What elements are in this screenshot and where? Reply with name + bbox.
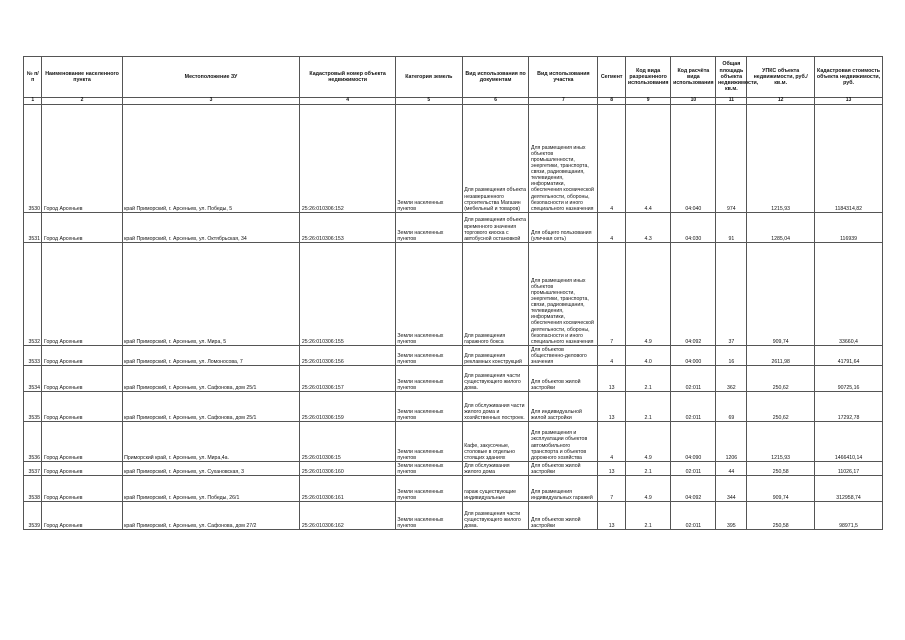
upks-cell: 909,74: [747, 475, 815, 501]
settlement-cell: Город Арсеньев: [42, 461, 122, 475]
plot-use-cell: Для объектов общественно-делового значения: [529, 345, 598, 365]
column-number: 12: [747, 98, 815, 105]
use-code-cell: 4.9: [626, 242, 671, 345]
area-cell: 44: [716, 461, 747, 475]
column-number: 8: [598, 98, 626, 105]
document-use-cell: Для размещения рекламных конструкций: [462, 345, 529, 365]
header-cell: Наименование населенного пункта: [42, 57, 122, 98]
header-cell: Сегмент: [598, 57, 626, 98]
row-number: 3537: [24, 461, 42, 475]
header-row: [24, 57, 883, 98]
document-use-cell: гараж существующие индивидуальные: [462, 475, 529, 501]
plot-use-cell: Для общего пользования (уличная сеть): [529, 212, 598, 242]
settlement-cell: Город Арсеньев: [42, 345, 122, 365]
cadastral-number-cell: 25:26:010306:153: [300, 212, 396, 242]
cadastral-table: [23, 56, 883, 530]
area-cell: 69: [716, 391, 747, 421]
calc-code-cell: 02:011: [671, 501, 716, 529]
area-cell: 16: [716, 345, 747, 365]
header-cell: Код вида разрешенного использования: [626, 57, 671, 98]
use-code-cell: 2.1: [626, 391, 671, 421]
header-cell: Вид использования по документам: [462, 57, 529, 98]
row-number: 3535: [24, 391, 42, 421]
calc-code-cell: 04:092: [671, 475, 716, 501]
settlement-cell: Город Арсеньев: [42, 421, 122, 461]
cadastral-value-cell: 17292,78: [815, 391, 883, 421]
table-row: [24, 345, 883, 365]
table-row: [24, 104, 883, 212]
column-number-row: [24, 98, 883, 105]
use-code-cell: 2.1: [626, 501, 671, 529]
cadastral-value-cell: 11026,17: [815, 461, 883, 475]
land-category-cell: Земли населенных пунктов: [395, 501, 462, 529]
land-category-cell: Земли населенных пунктов: [395, 475, 462, 501]
header-cell: Местоположение ЗУ: [122, 57, 300, 98]
cadastral-value-cell: 1184314,82: [815, 104, 883, 212]
land-category-cell: Земли населенных пунктов: [395, 104, 462, 212]
cadastral-value-cell: 116939: [815, 212, 883, 242]
settlement-cell: Город Арсеньев: [42, 365, 122, 391]
document-use-cell: Для обслуживания части жилого дома и хозяйственных построек.: [462, 391, 529, 421]
location-cell: край Приморский, г. Арсеньев, ул. Октябрьская, 34: [122, 212, 300, 242]
segment-cell: 4: [598, 421, 626, 461]
location-cell: край Приморский, г. Арсеньев, ул. Сафонова, дом 25/1: [122, 391, 300, 421]
column-number: 4: [300, 98, 396, 105]
segment-cell: 4: [598, 212, 626, 242]
settlement-cell: Город Арсеньев: [42, 242, 122, 345]
cadastral-value-cell: 312958,74: [815, 475, 883, 501]
row-number: 3539: [24, 501, 42, 529]
header-cell: Кадастровый номер объекта недвижимости: [300, 57, 396, 98]
location-cell: край Приморский, г. Арсеньев, ул. Ломоносова, 7: [122, 345, 300, 365]
area-cell: 91: [716, 212, 747, 242]
area-cell: 37: [716, 242, 747, 345]
cadastral-number-cell: 25:26:010306:155: [300, 242, 396, 345]
area-cell: 344: [716, 475, 747, 501]
plot-use-cell: Для индивидуальной жилой застройки: [529, 391, 598, 421]
column-number: 1: [24, 98, 42, 105]
header-cell: УПКС объекта недвижимости, руб./кв.м.: [747, 57, 815, 98]
document-use-cell: Для размещения объекта временного значения торгового киоска с автобусной остановкой: [462, 212, 529, 242]
settlement-cell: Город Арсеньев: [42, 475, 122, 501]
location-cell: край Приморский, г. Арсеньев, ул. Сафонова, дом 27/2: [122, 501, 300, 529]
plot-use-cell: Для размещения и эксплуатации объектов автомобильного транспорта и объектов дорожного хозяйства: [529, 421, 598, 461]
column-number: 6: [462, 98, 529, 105]
segment-cell: 13: [598, 501, 626, 529]
plot-use-cell: Для объектов жилой застройки: [529, 501, 598, 529]
cadastral-number-cell: 25:26:010306:157: [300, 365, 396, 391]
location-cell: край Приморский, г. Арсеньев, ул. Сафонова, дом 25/1: [122, 365, 300, 391]
header-cell: Кадастровая стоимость объекта недвижимости, руб.: [815, 57, 883, 98]
document-use-cell: Для размещения части существующего жилого дома.: [462, 365, 529, 391]
cadastral-number-cell: 25:26:010306:162: [300, 501, 396, 529]
location-cell: край Приморский, г. Арсеньев, ул. Победы, 5: [122, 104, 300, 212]
row-number: 3536: [24, 421, 42, 461]
plot-use-cell: Для размещения иных объектов промышленности, энергетики, транспорта, связи, радиовещания, телевидения, информатики, обеспечения космической деятельности, обороны, безопасности и иного специального назначения: [529, 104, 598, 212]
calc-code-cell: 04:030: [671, 212, 716, 242]
cadastral-number-cell: 25:26:010306:159: [300, 391, 396, 421]
cadastral-number-cell: 25:26:010306:156: [300, 345, 396, 365]
calc-code-cell: 02:011: [671, 461, 716, 475]
column-number: 10: [671, 98, 716, 105]
upks-cell: 1285,04: [747, 212, 815, 242]
use-code-cell: 2.1: [626, 365, 671, 391]
document-use-cell: Для обслуживания жилого дома: [462, 461, 529, 475]
column-number: 11: [716, 98, 747, 105]
location-cell: Приморский край, г. Арсеньев, ул. Мира,4а.: [122, 421, 300, 461]
area-cell: 974: [716, 104, 747, 212]
calc-code-cell: 04:000: [671, 345, 716, 365]
row-number: 3534: [24, 365, 42, 391]
upks-cell: 1215,93: [747, 421, 815, 461]
segment-cell: 4: [598, 104, 626, 212]
table-row: [24, 475, 883, 501]
plot-use-cell: Для размещения иных объектов промышленности, энергетики, транспорта, связи, радиовещания, телевидения, информатики, обеспечения космической деятельности, обороны, безопасности и иного специального назначения: [529, 242, 598, 345]
header-cell: Категория земель: [395, 57, 462, 98]
settlement-cell: Город Арсеньев: [42, 501, 122, 529]
land-category-cell: Земли населенных пунктов: [395, 421, 462, 461]
segment-cell: 7: [598, 242, 626, 345]
row-number: 3533: [24, 345, 42, 365]
upks-cell: 2611,98: [747, 345, 815, 365]
cadastral-number-cell: 25:26:010306:15: [300, 421, 396, 461]
area-cell: 362: [716, 365, 747, 391]
segment-cell: 4: [598, 345, 626, 365]
segment-cell: 7: [598, 475, 626, 501]
column-number: 2: [42, 98, 122, 105]
row-number: 3532: [24, 242, 42, 345]
calc-code-cell: 02:011: [671, 365, 716, 391]
settlement-cell: Город Арсеньев: [42, 391, 122, 421]
land-category-cell: Земли населенных пунктов: [395, 345, 462, 365]
table-row: [24, 461, 883, 475]
segment-cell: 13: [598, 461, 626, 475]
table-row: [24, 391, 883, 421]
use-code-cell: 4.9: [626, 421, 671, 461]
cadastral-number-cell: 25:26:010306:152: [300, 104, 396, 212]
use-code-cell: 4.3: [626, 212, 671, 242]
column-number: 5: [395, 98, 462, 105]
area-cell: 1206: [716, 421, 747, 461]
row-number: 3538: [24, 475, 42, 501]
use-code-cell: 4.9: [626, 475, 671, 501]
row-number: 3530: [24, 104, 42, 212]
table-row: [24, 421, 883, 461]
upks-cell: 250,58: [747, 501, 815, 529]
column-number: 13: [815, 98, 883, 105]
plot-use-cell: Для объектов жилой застройки: [529, 365, 598, 391]
use-code-cell: 4.4: [626, 104, 671, 212]
calc-code-cell: 04:092: [671, 242, 716, 345]
column-number: 7: [529, 98, 598, 105]
upks-cell: 250,58: [747, 461, 815, 475]
cadastral-value-cell: 33660,4: [815, 242, 883, 345]
header-cell: Код расчёта вида использования: [671, 57, 716, 98]
upks-cell: 250,62: [747, 365, 815, 391]
segment-cell: 13: [598, 365, 626, 391]
location-cell: край Приморский, г. Арсеньев, ул. Мира, 5: [122, 242, 300, 345]
column-number: 3: [122, 98, 300, 105]
settlement-cell: Город Арсеньев: [42, 212, 122, 242]
location-cell: край Приморский, г. Арсеньев, ул. Победы, 26/1: [122, 475, 300, 501]
plot-use-cell: Для размещения индивидуальных гаражей: [529, 475, 598, 501]
document-use-cell: Для размещения гаражного бокса: [462, 242, 529, 345]
use-code-cell: 2.1: [626, 461, 671, 475]
cadastral-value-cell: 1466410,14: [815, 421, 883, 461]
cadastral-number-cell: 25:26:010306:161: [300, 475, 396, 501]
location-cell: край Приморский, г. Арсеньев, ул. Сухановская, 3: [122, 461, 300, 475]
calc-code-cell: 04:040: [671, 104, 716, 212]
table-row: [24, 242, 883, 345]
document-use-cell: Для размещения объекта незавершенного строительства Магазин (мебельный и товаров): [462, 104, 529, 212]
land-category-cell: Земли населенных пунктов: [395, 365, 462, 391]
table-row: [24, 212, 883, 242]
document-use-cell: Кафе, закусочные, столовые в отдельно стоящих зданиях: [462, 421, 529, 461]
use-code-cell: 4.0: [626, 345, 671, 365]
column-number: 9: [626, 98, 671, 105]
plot-use-cell: Для объектов жилой застройки: [529, 461, 598, 475]
cadastral-number-cell: 25:26:010306:160: [300, 461, 396, 475]
segment-cell: 13: [598, 391, 626, 421]
upks-cell: 250,62: [747, 391, 815, 421]
land-category-cell: Земли населенных пунктов: [395, 242, 462, 345]
table-row: [24, 365, 883, 391]
calc-code-cell: 04:090: [671, 421, 716, 461]
cadastral-value-cell: 98971,5: [815, 501, 883, 529]
land-category-cell: Земли населенных пунктов: [395, 212, 462, 242]
header-cell: Общая площадь объекта недвижимости, кв.м.: [716, 57, 747, 98]
cadastral-value-cell: 90725,16: [815, 365, 883, 391]
cadastral-value-cell: 41791,64: [815, 345, 883, 365]
header-cell: № п/п: [24, 57, 42, 98]
table-row: [24, 501, 883, 529]
header-cell: Вид использования участка: [529, 57, 598, 98]
settlement-cell: Город Арсеньев: [42, 104, 122, 212]
land-category-cell: Земли населенных пунктов: [395, 391, 462, 421]
calc-code-cell: 02:011: [671, 391, 716, 421]
area-cell: 395: [716, 501, 747, 529]
document-use-cell: Для размещения части существующего жилого дома.: [462, 501, 529, 529]
upks-cell: 1215,93: [747, 104, 815, 212]
row-number: 3531: [24, 212, 42, 242]
land-category-cell: Земли населенных пунктов: [395, 461, 462, 475]
upks-cell: 909,74: [747, 242, 815, 345]
